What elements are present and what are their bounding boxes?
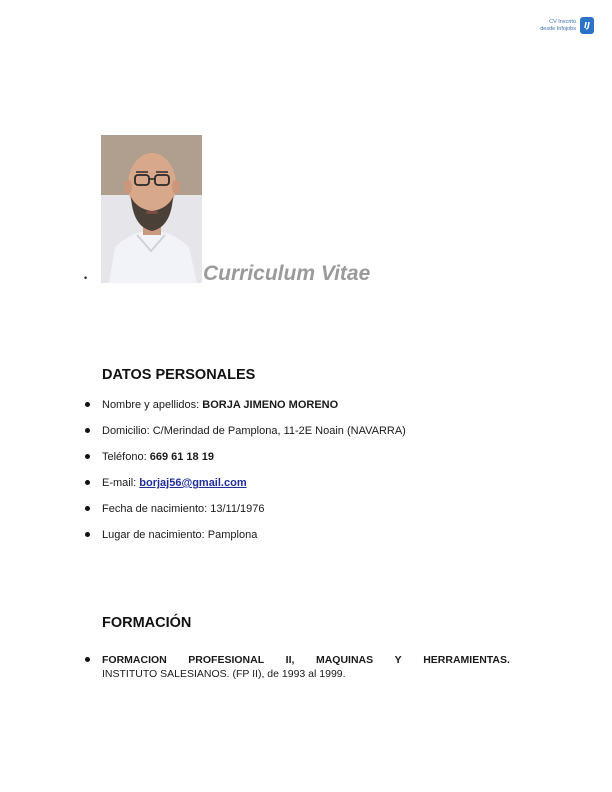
list-item-nombre bbox=[84, 398, 406, 424]
infojobs-badge bbox=[540, 17, 594, 34]
personal-data-list bbox=[84, 398, 406, 554]
cv-title: Curriculum Vitae bbox=[203, 262, 371, 285]
badge-line-1: CV Inscrito bbox=[549, 18, 576, 25]
formacion-heading: FORMACIÓN bbox=[102, 615, 192, 631]
domicilio-label: Domicilio: C/Merindad de Pamplona, 11-2E Noain (NAVARRA) bbox=[102, 425, 406, 437]
formacion-title-word: II, bbox=[285, 654, 295, 666]
list-item-fecha-nacimiento bbox=[84, 502, 406, 528]
header-bullet: • bbox=[84, 273, 88, 283]
formacion-title bbox=[102, 653, 510, 667]
badge-line-2: desde Infojobs bbox=[540, 25, 576, 32]
formacion-title-word: PROFESIONAL bbox=[188, 654, 265, 666]
formacion-title-word: MAQUINAS bbox=[315, 654, 374, 666]
formacion-title-word: Y bbox=[394, 654, 402, 666]
profile-photo-illustration bbox=[101, 135, 202, 283]
list-item-domicilio bbox=[84, 424, 406, 450]
formacion-title-word: HERRAMIENTAS. bbox=[423, 654, 510, 666]
list-item-lugar-nacimiento bbox=[84, 528, 406, 554]
list-item-formacion bbox=[84, 653, 510, 681]
formacion-detail: INSTITUTO SALESIANOS. (FP II), de 1993 al 1999. bbox=[102, 668, 346, 680]
infojobs-logo-icon: IJ bbox=[580, 17, 594, 34]
email-link[interactable]: borjaj56@gmail.com bbox=[139, 477, 247, 489]
fecha-nacimiento-label: Fecha de nacimiento: 13/11/1976 bbox=[102, 503, 265, 515]
datos-personales-heading: DATOS PERSONALES bbox=[102, 367, 256, 383]
telefono-value: 669 61 18 19 bbox=[149, 451, 214, 463]
formacion-title-word: FORMACION bbox=[102, 654, 167, 666]
lugar-nacimiento-label: Lugar de nacimiento: Pamplona bbox=[102, 529, 258, 541]
list-item-email bbox=[84, 476, 406, 502]
nombre-label: Nombre y apellidos: bbox=[102, 399, 203, 411]
telefono-label: Teléfono: bbox=[102, 451, 150, 463]
email-label: E-mail: bbox=[102, 477, 140, 489]
formacion-list bbox=[84, 653, 510, 681]
profile-photo bbox=[101, 135, 202, 283]
badge-text bbox=[540, 19, 576, 33]
list-item-telefono bbox=[84, 450, 406, 476]
nombre-value: BORJA JIMENO MORENO bbox=[202, 399, 339, 411]
